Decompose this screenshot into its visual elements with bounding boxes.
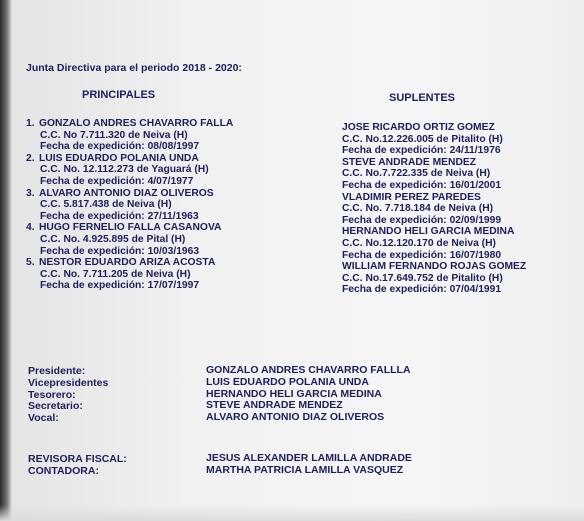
role-label: Secretario: [28,400,83,413]
officer-roles [28,366,108,425]
suplente-entry [342,261,526,296]
officer-name: STEVE ANDRADE MENDEZ [206,399,343,412]
suplente-cc: C.C. No.7.722.335 de Neiva (H) [342,168,491,180]
principal-cc: C.C. 5.817.438 de Neiva (H) [40,199,172,211]
entry-number: 4. [26,222,35,234]
principal-cc: C.C. No. 12.112.273 de Yaguará (H) [40,164,209,176]
suplente-entry [342,226,526,261]
officer-name: GONZALO ANDRES CHAVARRO FALLLA [206,364,411,376]
suplente-name: STEVE ANDRADE MENDEZ [342,156,477,168]
officer-name: LUIS EDUARDO POLANIA UNDA [206,375,369,388]
suplente-date: Fecha de expedición: 16/07/1980 [342,249,502,261]
entry-number: 2. [26,152,35,164]
contadora-label: CONTADORA: [28,465,99,477]
principal-date: Fecha de expedición: 10/03/1963 [40,245,200,257]
principal-date: Fecha de expedición: 27/11/1963 [40,210,199,222]
fiscal-names [206,452,412,476]
principal-cc: C.C. No. 7.711.205 de Neiva (H) [40,268,191,280]
revisora-fiscal-name: JESUS ALEXANDER LAMILLA ANDRADE [206,452,412,464]
principal-date: Fecha de expedición: 08/08/1997 [40,141,200,153]
suplente-entry [342,157,526,192]
suplente-date: Fecha de expedición: 24/11/1976 [342,145,501,157]
principal-entry [26,153,233,188]
officer-name: ALVARO ANTONIO DIAZ OLIVEROS [206,411,385,424]
entry-number: 3. [26,187,35,199]
left-shadow-edge [0,0,12,521]
principal-entry [26,188,233,223]
suplente-name: VLADIMIR PEREZ PAREDES [342,191,481,203]
principal-entry [26,118,233,153]
suplente-cc: C.C. No.12.226.005 de Pitalito (H) [342,133,503,145]
page-bottom-shade [0,505,584,521]
suplente-entry [342,192,526,227]
role-label: Vicepresidentes [28,376,109,389]
principal-name: HUGO FERNELIO FALLA CASANOVA [39,222,222,234]
principal-name: ALVARO ANTONIO DIAZ OLIVEROS [39,187,214,199]
fiscal-roles [28,453,127,477]
officer-name: HERNANDO HELI GARCIA MEDINA [206,387,382,400]
principal-cc: C.C. No. 4.925.895 de Pital (H) [40,233,186,245]
suplente-date: Fecha de expedición: 07/04/1991 [342,284,502,296]
role-label: Vocal: [28,412,59,425]
suplente-name: HERNANDO HELI GARCIA MEDINA [342,226,515,238]
principal-entry [26,222,233,257]
officer-names [206,365,411,424]
principal-date: Fecha de expedición: 17/07/1997 [40,280,200,292]
entry-number: 5. [26,257,35,269]
suplentes-header: SUPLENTES [389,92,456,104]
suplente-cc: C.C. No.12.120.170 de Neiva (H) [342,237,496,249]
intro-heading: Junta Directiva para el periodo 2018 - 2020: [26,62,242,74]
role-label: Tesorero: [28,388,76,401]
principal-cc: C.C. No 7.711.320 de Neiva (H) [40,129,188,141]
principal-name: GONZALO ANDRES CHAVARRO FALLA [39,118,234,129]
principal-date: Fecha de expedición: 4/07/1977 [40,175,194,187]
principales-list [26,118,233,292]
principal-entry [26,257,233,292]
contadora-name: MARTHA PATRICIA LAMILLA VASQUEZ [206,464,404,476]
suplente-name: WILLIAM FERNANDO ROJAS GOMEZ [342,261,527,273]
entry-number: 1. [26,118,35,129]
suplente-cc: C.C. No. 7.718.184 de Neiva (H) [342,203,494,215]
suplente-date: Fecha de expedición: 16/01/2001 [342,179,502,191]
principal-name: LUIS EDUARDO POLANIA UNDA [39,152,199,164]
suplentes-list [342,122,526,296]
revisora-fiscal-label: REVISORA FISCAL: [28,453,127,465]
suplente-entry [342,122,526,157]
suplente-date: Fecha de expedición: 02/09/1999 [342,214,502,226]
role-label: Presidente: [28,365,86,377]
principales-header: PRINCIPALES [82,89,156,101]
suplente-name: JOSE RICARDO ORTIZ GOMEZ [342,122,495,133]
principal-name: NESTOR EDUARDO ARIZA ACOSTA [39,257,216,269]
suplente-cc: C.C. No.17.649.752 de Pitalito (H) [342,272,503,284]
